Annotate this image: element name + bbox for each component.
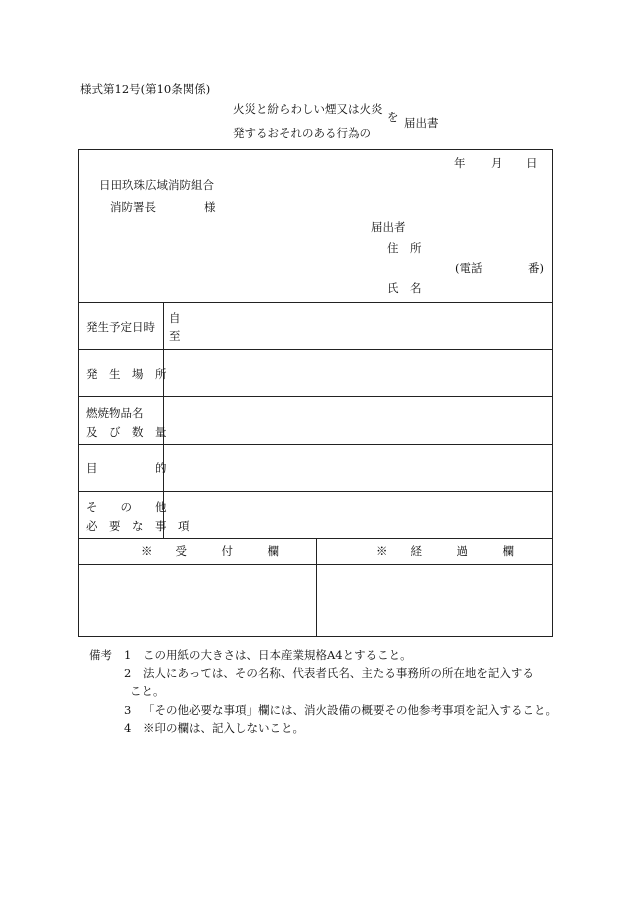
addressee-org: 日田玖珠広域消防組合	[99, 178, 214, 192]
progress-label: ※ 経 過 欄	[376, 544, 514, 558]
phone-open: (電話	[455, 261, 483, 275]
date-year: 年	[454, 156, 466, 170]
notes-heading: 備考	[89, 648, 112, 662]
note-text-continued: こと。	[130, 684, 165, 698]
address-label: 住 所	[387, 241, 422, 255]
row-divider	[79, 444, 552, 445]
date-month: 月	[491, 156, 503, 170]
schedule-label: 発生予定日時	[86, 320, 155, 334]
row-divider	[79, 302, 552, 303]
applicant-label: 届出者	[371, 220, 406, 234]
row-divider	[79, 349, 552, 350]
note-text: 法人にあっては、その名称、代表者氏名、主たる事務所の所在地を記入する	[143, 666, 534, 680]
other-label-2: 必 要 な 事 項	[86, 519, 190, 533]
materials-label-1: 燃焼物品名	[86, 406, 144, 420]
form-number: 様式第12号(第10条関係)	[80, 82, 211, 96]
note-text: 「その他必要な事項」欄には、消火設備の概要その他参考事項を記入すること。	[143, 703, 557, 717]
phone-close: 番)	[528, 261, 544, 275]
schedule-to: 至	[169, 329, 181, 343]
materials-label-2: 及 び 数 量	[86, 425, 167, 439]
reception-label: ※ 受 付 欄	[141, 544, 279, 558]
title-line-2: 発するおそれのある行為の	[233, 126, 371, 140]
row-divider	[79, 396, 552, 397]
note-number: 3	[124, 703, 132, 717]
date-day: 日	[526, 156, 538, 170]
note-number: 4	[124, 721, 132, 735]
title-suffix: 届出書	[404, 116, 439, 130]
title-line-1: 火災と紛らわしい煙又は火炎	[233, 102, 383, 116]
other-label-1: そ の 他	[86, 500, 167, 514]
note-text: この用紙の大きさは、日本産業規格A4とすること。	[143, 648, 412, 662]
addressee-honorific: 様	[204, 200, 216, 214]
addressee-title: 消防署長	[110, 200, 156, 214]
form-table	[78, 149, 553, 637]
note-number: 2	[124, 666, 132, 680]
place-label: 発 生 場 所	[86, 367, 167, 381]
purpose-label: 目 的	[86, 461, 167, 475]
footer-column-divider	[316, 538, 317, 637]
title-connector: を	[387, 110, 399, 124]
row-divider	[79, 491, 552, 492]
schedule-from: 自	[169, 311, 181, 325]
note-number: 1	[124, 648, 132, 662]
name-label: 氏 名	[387, 281, 422, 295]
note-text: ※印の欄は、記入しないこと。	[143, 721, 304, 735]
